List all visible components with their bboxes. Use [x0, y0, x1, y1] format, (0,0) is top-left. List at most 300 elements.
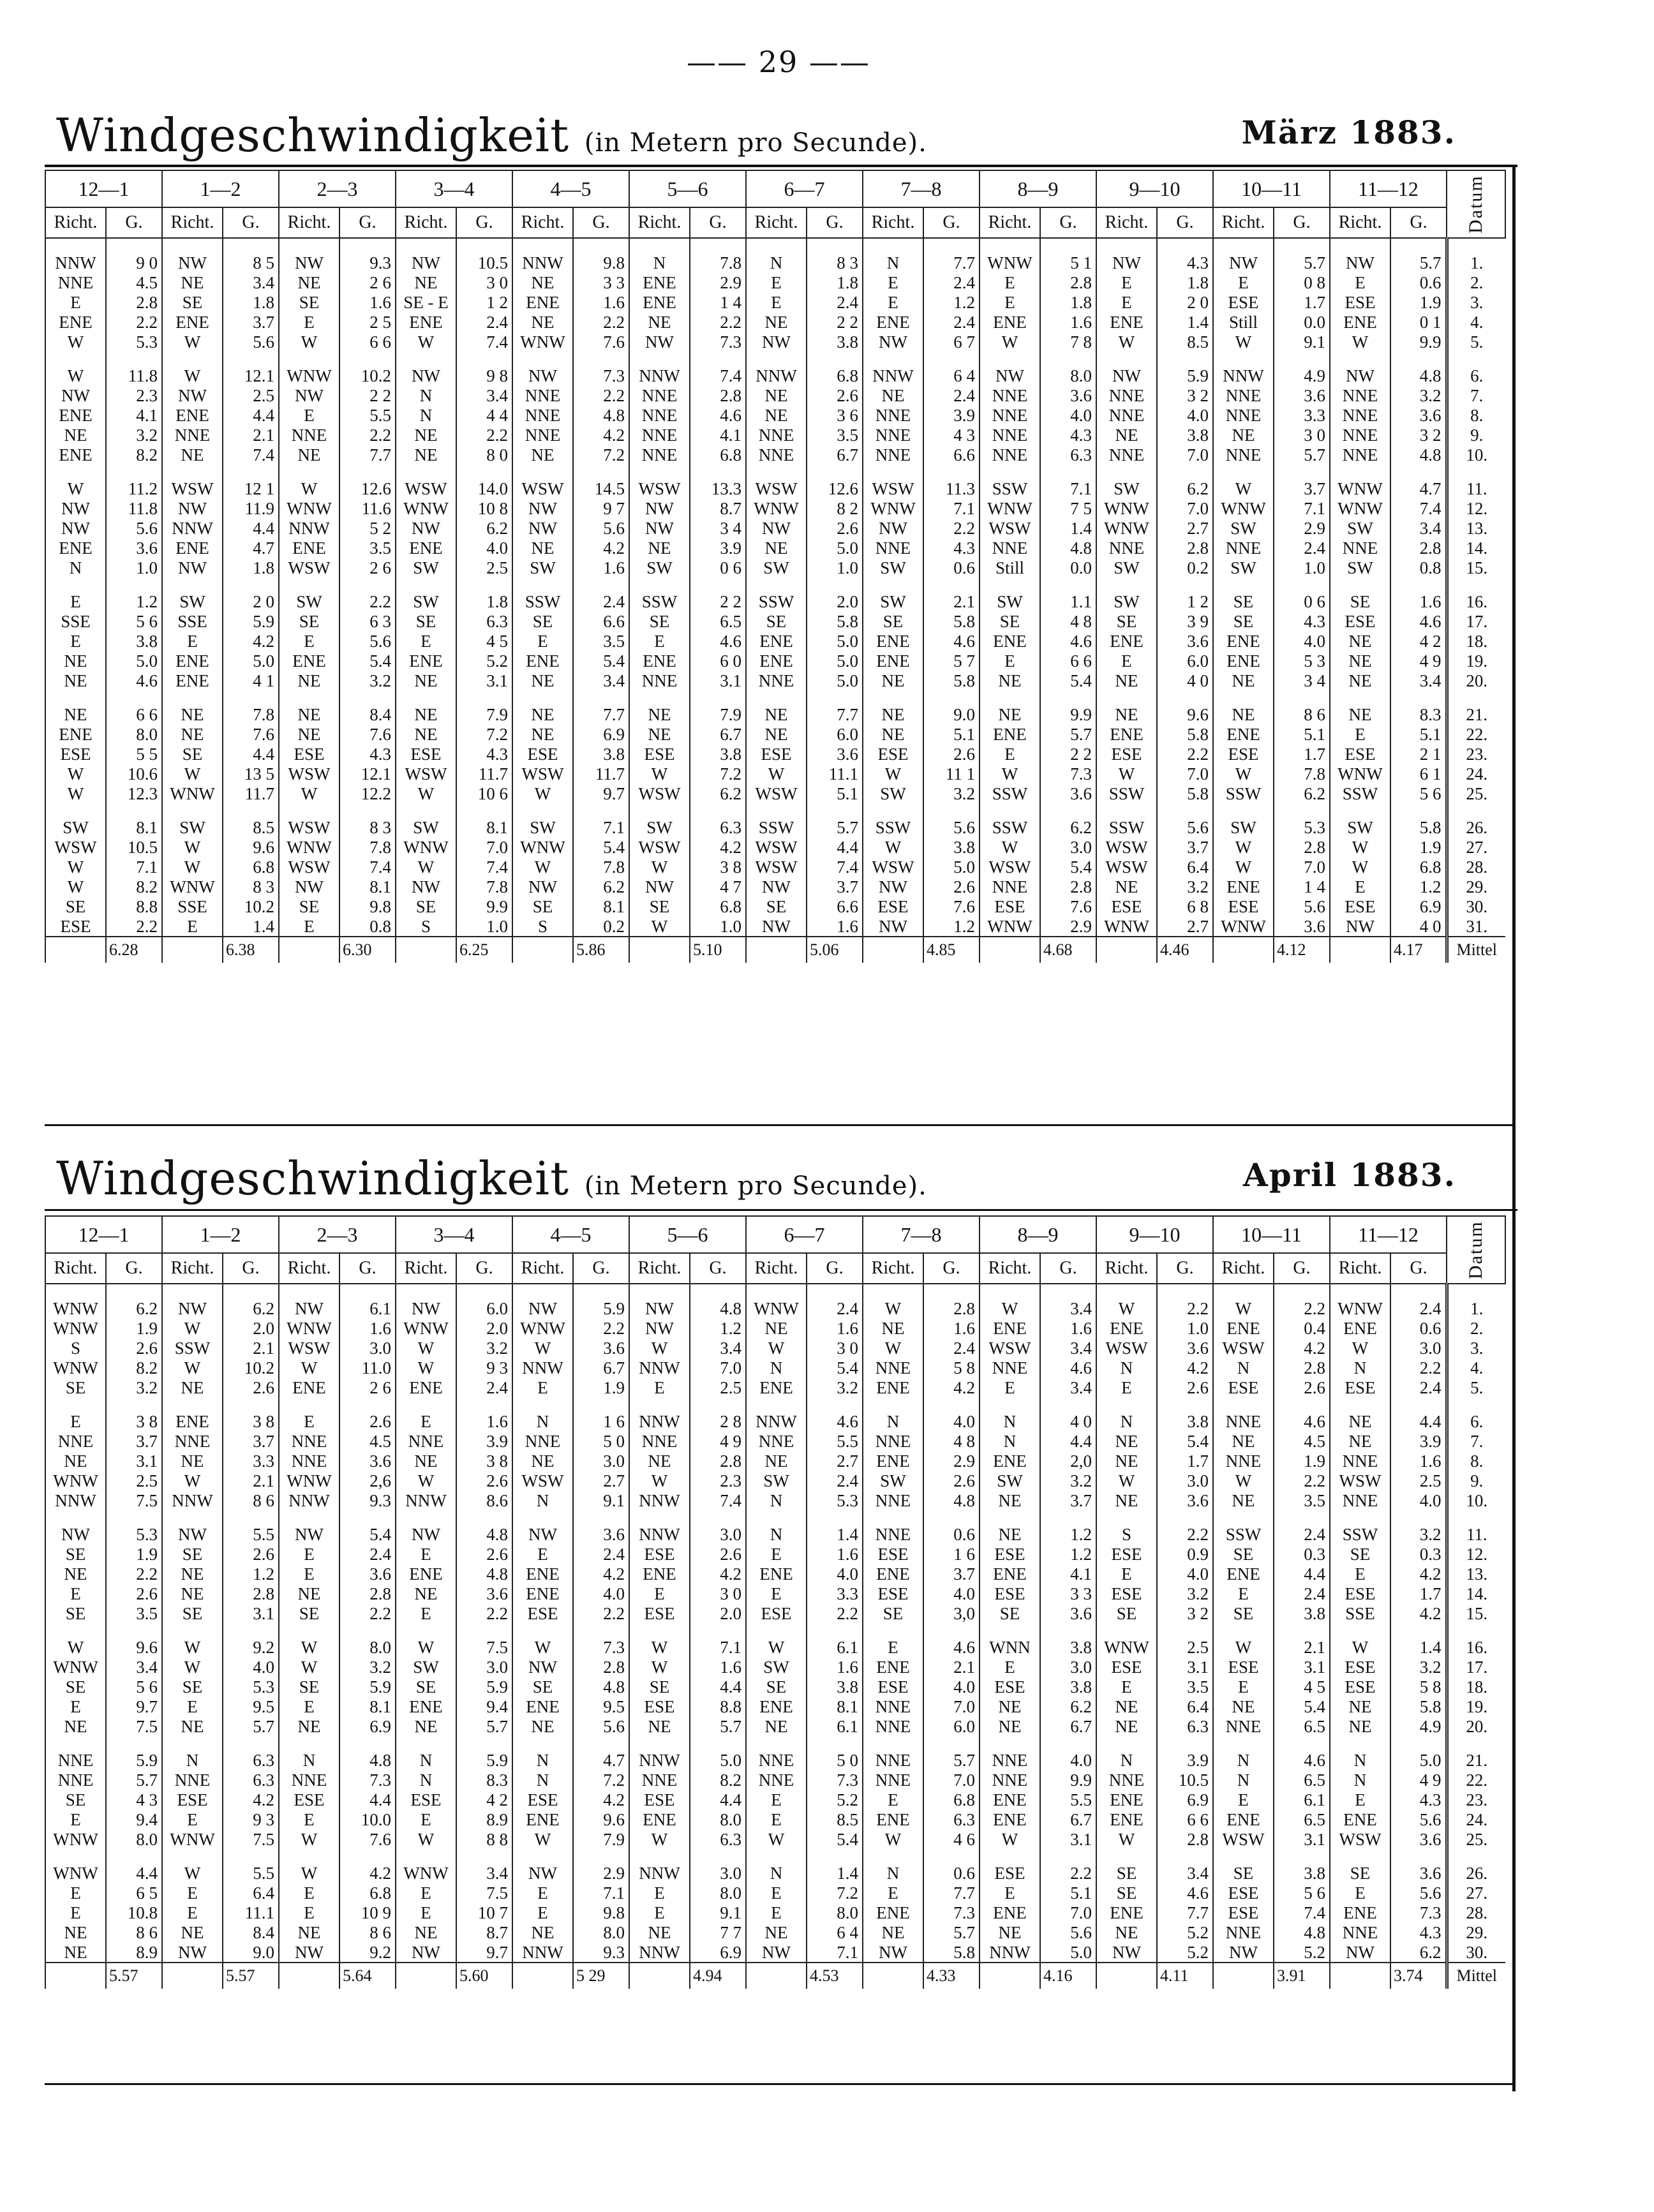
direction-cell: SE	[1096, 1883, 1157, 1903]
speed-cell: 2.2	[1274, 1471, 1330, 1490]
direction-cell: ENE	[980, 312, 1040, 332]
mean-blank-cell	[746, 937, 807, 963]
direction-cell: NW	[746, 916, 807, 937]
spacer-cell	[923, 577, 980, 591]
direction-cell: W	[629, 1829, 690, 1849]
speed-cell: 4.7	[573, 1750, 629, 1770]
direction-cell: WSW	[1096, 837, 1157, 857]
speed-cell: 3.1	[106, 1451, 162, 1471]
spacer-cell	[746, 1623, 807, 1637]
direction-cell: NE	[162, 1564, 223, 1584]
direction-cell: N	[746, 1863, 807, 1883]
speed-cell: 3 4	[1274, 671, 1330, 690]
direction-cell: SW	[279, 591, 339, 611]
speed-cell: 8 8	[456, 1829, 512, 1849]
direction-cell: E	[863, 292, 923, 312]
direction-cell: NE	[45, 425, 106, 445]
speed-cell: 1.8	[1040, 292, 1096, 312]
mean-value-cell: 5.57	[223, 1963, 279, 1989]
direction-cell: WNW	[1096, 518, 1157, 538]
speed-cell: 5.2	[807, 1790, 863, 1809]
speed-cell: 6.7	[807, 445, 863, 464]
speed-cell: 1.8	[223, 292, 279, 312]
direction-cell: NE	[1096, 1451, 1157, 1471]
direction-cell: WNW	[1330, 1298, 1390, 1318]
spacer-cell	[863, 238, 923, 253]
direction-cell: WNW	[512, 332, 573, 352]
speed-cell: 2.9	[1040, 916, 1096, 937]
spacer-cell	[106, 238, 162, 253]
speed-cell: 6.3	[690, 817, 746, 837]
speed-cell: 5 6	[1274, 1883, 1330, 1903]
spacer-cell	[1096, 803, 1157, 817]
direction-cell: SW	[1330, 558, 1390, 577]
speed-cell: 6.8	[807, 366, 863, 385]
direction-cell: W	[1213, 837, 1274, 857]
direction-cell: NNW	[279, 518, 339, 538]
direction-cell: W	[980, 1829, 1040, 1849]
speed-cell: 7.3	[339, 1770, 396, 1790]
speed-cell: 11.9	[223, 498, 279, 518]
direction-cell: NW	[980, 366, 1040, 385]
direction-cell: W	[1096, 1298, 1157, 1318]
speed-cell: 0.0	[1040, 558, 1096, 577]
spacer-cell	[339, 1397, 396, 1411]
speed-cell: 3.6	[1157, 631, 1213, 651]
speed-cell: 8.1	[339, 877, 396, 896]
speed-cell: 6.7	[1040, 1809, 1096, 1829]
direction-cell: NE	[629, 538, 690, 558]
speed-cell: 5.4	[339, 651, 396, 671]
direction-cell: ENE	[1096, 724, 1157, 744]
speed-cell: 10.0	[339, 1809, 396, 1829]
speed-cell: 3 4	[690, 518, 746, 538]
direction-cell: SSW	[1213, 1524, 1274, 1544]
table-row	[45, 1544, 1505, 1564]
direction-cell: NNE	[980, 1750, 1040, 1770]
spacer-cell	[690, 238, 746, 253]
direction-cell: ENE	[1096, 312, 1157, 332]
speed-cell: 4.5	[106, 272, 162, 292]
speed-cell: 7.8	[456, 877, 512, 896]
speed-cell: 1.9	[1390, 837, 1447, 857]
speed-cell: 3.2	[1157, 1584, 1213, 1603]
direction-cell: W	[45, 479, 106, 498]
direction-cell: N	[1096, 1411, 1157, 1431]
table-row	[45, 1883, 1505, 1903]
direction-cell: E	[279, 1883, 339, 1903]
spacer-cell	[396, 1284, 456, 1298]
direction-cell: E	[45, 1883, 106, 1903]
direction-cell: SE	[863, 611, 923, 631]
speed-cell: 2.5	[223, 385, 279, 405]
datum-header: Datum	[1447, 1216, 1505, 1284]
mean-blank-cell	[512, 1963, 573, 1989]
spacer-cell	[279, 1736, 339, 1750]
speed-cell: 1.7	[1274, 744, 1330, 764]
speed-cell: 5.7	[223, 1716, 279, 1736]
spacer-cell	[690, 577, 746, 591]
speed-cell: 5.5	[1040, 1790, 1096, 1809]
speed-cell: 10 8	[456, 498, 512, 518]
direction-cell: NE	[1330, 1411, 1390, 1431]
direction-cell: E	[980, 292, 1040, 312]
speed-cell: 5.6	[573, 1716, 629, 1736]
g-header: G.	[1157, 207, 1213, 238]
direction-cell: NW	[629, 1318, 690, 1338]
speed-cell: 1.8	[223, 558, 279, 577]
direction-cell: WNW	[45, 1298, 106, 1318]
date-cell: 4.	[1447, 312, 1505, 332]
date-cell: 26.	[1447, 817, 1505, 837]
speed-cell: 6 8	[1157, 896, 1213, 916]
direction-cell: NE	[396, 671, 456, 690]
speed-cell: 6.0	[923, 1716, 980, 1736]
spacer-row	[45, 577, 1505, 591]
speed-cell: 3.7	[1274, 479, 1330, 498]
date-cell: 7.	[1447, 385, 1505, 405]
spacer-cell	[279, 1284, 339, 1298]
direction-cell: WNW	[980, 916, 1040, 937]
speed-cell: 4.2	[573, 425, 629, 445]
speed-cell: 2.6	[106, 1338, 162, 1358]
section-divider-rule	[45, 1124, 1516, 1126]
direction-cell: SW	[980, 591, 1040, 611]
speed-cell: 3.6	[339, 1564, 396, 1584]
speed-cell: 3.0	[690, 1524, 746, 1544]
spacer-cell	[1040, 1510, 1096, 1524]
spacer-cell	[690, 1510, 746, 1524]
speed-cell: 9.8	[573, 1903, 629, 1922]
speed-cell: 13.3	[690, 479, 746, 498]
direction-cell: W	[162, 1657, 223, 1677]
speed-cell: 4.8	[1390, 445, 1447, 464]
spacer-cell	[923, 1623, 980, 1637]
richt-header: Richt.	[629, 1253, 690, 1284]
speed-cell: 4.9	[1274, 366, 1330, 385]
speed-cell: 6.9	[573, 724, 629, 744]
speed-cell: 6.9	[690, 1942, 746, 1963]
spacer-cell	[1447, 1623, 1505, 1637]
spacer-cell	[1096, 464, 1157, 479]
direction-cell: E	[512, 631, 573, 651]
direction-cell: NE	[279, 704, 339, 724]
spacer-cell	[923, 1510, 980, 1524]
direction-cell: NNE	[746, 445, 807, 464]
direction-cell: NW	[512, 877, 573, 896]
direction-cell: SW	[162, 817, 223, 837]
speed-cell: 1.0	[1157, 1318, 1213, 1338]
speed-cell: 1.6	[1390, 1451, 1447, 1471]
direction-cell: ENE	[746, 1564, 807, 1584]
speed-cell: 6.7	[690, 724, 746, 744]
spacer-cell	[1330, 1736, 1390, 1750]
direction-cell: NW	[1330, 253, 1390, 272]
direction-cell: NE	[45, 1451, 106, 1471]
spacer-cell	[923, 464, 980, 479]
direction-cell: NW	[1330, 366, 1390, 385]
speed-cell: 3.8	[1274, 1863, 1330, 1883]
direction-cell: NE	[1213, 1431, 1274, 1451]
spacer-cell	[339, 1510, 396, 1524]
speed-cell: 5.2	[456, 651, 512, 671]
direction-cell: SSW	[1330, 783, 1390, 803]
direction-cell: ENE	[1213, 724, 1274, 744]
speed-cell: 7.3	[923, 1903, 980, 1922]
date-cell: 21.	[1447, 1750, 1505, 1770]
speed-cell: 2.7	[807, 1451, 863, 1471]
direction-cell: N	[980, 1411, 1040, 1431]
speed-cell: 6.1	[807, 1637, 863, 1657]
speed-cell: 5.1	[1390, 724, 1447, 744]
direction-cell: NE	[980, 671, 1040, 690]
speed-cell: 1.9	[106, 1544, 162, 1564]
direction-cell: WNW	[746, 1298, 807, 1318]
direction-cell: W	[512, 857, 573, 877]
speed-cell: 4.3	[1157, 253, 1213, 272]
hour-header: 12—1	[45, 170, 162, 207]
spacer-cell	[1213, 690, 1274, 704]
speed-cell: 3.4	[223, 272, 279, 292]
direction-cell: E	[980, 651, 1040, 671]
direction-cell: ENE	[512, 1809, 573, 1829]
speed-cell: 3.8	[1157, 425, 1213, 445]
spacer-cell	[1040, 352, 1096, 366]
speed-cell: 3.6	[1157, 1490, 1213, 1510]
speed-cell: 2,6	[339, 1471, 396, 1490]
direction-cell: ENE	[512, 651, 573, 671]
speed-cell: 2.6	[1274, 1377, 1330, 1397]
spacer-cell	[1157, 803, 1213, 817]
spacer-cell	[746, 1736, 807, 1750]
direction-cell: NNE	[629, 385, 690, 405]
table-row	[45, 253, 1505, 272]
direction-cell: WSW	[746, 783, 807, 803]
speed-cell: 8.4	[223, 1922, 279, 1942]
speed-cell: 10 7	[456, 1903, 512, 1922]
speed-cell: 6 6	[339, 332, 396, 352]
speed-cell: 2.8	[1157, 1829, 1213, 1849]
table-row	[45, 1338, 1505, 1358]
spacer-cell	[106, 1510, 162, 1524]
direction-cell: Still	[980, 558, 1040, 577]
frame-right-rule	[1512, 165, 1516, 2091]
table-row	[45, 405, 1505, 425]
speed-cell: 0.2	[573, 916, 629, 937]
speed-cell: 10.2	[223, 1358, 279, 1377]
speed-cell: 1.6	[690, 1657, 746, 1677]
spacer-cell	[1330, 1849, 1390, 1863]
speed-cell: 3.4	[1040, 1338, 1096, 1358]
direction-cell: N	[512, 1750, 573, 1770]
spacer-cell	[1096, 690, 1157, 704]
date-cell: 24.	[1447, 1809, 1505, 1829]
hour-header-row	[45, 1216, 1505, 1253]
speed-cell: 8.6	[456, 1490, 512, 1510]
spacer-cell	[807, 238, 863, 253]
speed-cell: 2.7	[573, 1471, 629, 1490]
direction-cell: E	[1213, 1677, 1274, 1696]
speed-cell: 2.4	[923, 272, 980, 292]
speed-cell: 2 1	[1390, 744, 1447, 764]
speed-cell: 9.5	[573, 1696, 629, 1716]
date-cell: 19.	[1447, 651, 1505, 671]
speed-cell: 3.4	[1040, 1298, 1096, 1318]
speed-cell: 2.2	[1157, 744, 1213, 764]
speed-cell: 4.0	[456, 538, 512, 558]
speed-cell: 3 0	[1274, 425, 1330, 445]
speed-cell: 6.9	[1157, 1790, 1213, 1809]
speed-cell: 5 7	[923, 651, 980, 671]
spacer-cell	[863, 803, 923, 817]
direction-cell: WSW	[162, 479, 223, 498]
speed-cell: 3.4	[1040, 1377, 1096, 1397]
speed-cell: 8.1	[807, 1696, 863, 1716]
speed-cell: 7.0	[1157, 498, 1213, 518]
speed-cell: 2.8	[106, 292, 162, 312]
direction-cell: ESE	[980, 1863, 1040, 1883]
direction-cell: W	[162, 1471, 223, 1490]
spacer-cell	[279, 690, 339, 704]
spacer-cell	[807, 1510, 863, 1524]
direction-cell: NE	[980, 1524, 1040, 1544]
spacer-cell	[923, 238, 980, 253]
speed-cell: 8.2	[106, 445, 162, 464]
direction-cell: W	[45, 857, 106, 877]
spacer-cell	[980, 803, 1040, 817]
speed-cell: 8.0	[807, 1903, 863, 1922]
direction-cell: NE	[1213, 704, 1274, 724]
direction-cell: ESE	[746, 744, 807, 764]
speed-cell: 3.2	[339, 1657, 396, 1677]
spacer-cell	[162, 690, 223, 704]
speed-cell: 8.0	[1040, 366, 1096, 385]
speed-cell: 2.2	[1157, 1524, 1213, 1544]
spacer-cell	[807, 1736, 863, 1750]
direction-cell: W	[162, 1863, 223, 1883]
direction-cell: NNE	[746, 1431, 807, 1451]
speed-cell: 2.0	[223, 1318, 279, 1338]
direction-cell: NE	[980, 1490, 1040, 1510]
speed-cell: 4.1	[1040, 1564, 1096, 1584]
spacer-cell	[162, 238, 223, 253]
direction-cell: E	[980, 1377, 1040, 1397]
spacer-cell	[573, 1623, 629, 1637]
speed-cell: 1.9	[1390, 292, 1447, 312]
direction-cell: SE	[396, 1677, 456, 1696]
spacer-cell	[807, 577, 863, 591]
date-cell: 29.	[1447, 1922, 1505, 1942]
speed-cell: 3.8	[573, 744, 629, 764]
richt-header: Richt.	[863, 207, 923, 238]
speed-cell: 1.9	[573, 1377, 629, 1397]
richt-header: Richt.	[746, 207, 807, 238]
direction-cell: ESE	[396, 744, 456, 764]
speed-cell: 3.7	[106, 1431, 162, 1451]
direction-cell: ENE	[279, 538, 339, 558]
spacer-cell	[456, 1397, 512, 1411]
direction-cell: ENE	[1213, 1318, 1274, 1338]
speed-cell: 8.0	[106, 1829, 162, 1849]
speed-cell: 11.7	[223, 783, 279, 803]
direction-cell: W	[1213, 1471, 1274, 1490]
speed-cell: 4.7	[223, 538, 279, 558]
speed-cell: 5.7	[690, 1716, 746, 1736]
direction-cell: NW	[396, 253, 456, 272]
speed-cell: 8.5	[807, 1809, 863, 1829]
direction-cell: W	[396, 1358, 456, 1377]
mean-blank-cell	[1330, 1963, 1390, 1989]
direction-cell: WNW	[746, 498, 807, 518]
speed-cell: 4.3	[339, 744, 396, 764]
speed-cell: 5.3	[223, 1677, 279, 1696]
spacer-cell	[863, 1623, 923, 1637]
hour-header: 9—10	[1096, 1216, 1213, 1253]
direction-cell: NNE	[1330, 538, 1390, 558]
date-cell: 22.	[1447, 1770, 1505, 1790]
speed-cell: 4.4	[223, 744, 279, 764]
spacer-cell	[573, 1397, 629, 1411]
spacer-cell	[1274, 352, 1330, 366]
direction-cell: NNE	[980, 405, 1040, 425]
speed-cell: 4 5	[1274, 1677, 1330, 1696]
direction-cell: NW	[396, 877, 456, 896]
speed-cell: 3.1	[1274, 1657, 1330, 1677]
direction-cell: WSW	[746, 857, 807, 877]
speed-cell: 2.8	[690, 1451, 746, 1471]
table-row	[45, 1750, 1505, 1770]
spacer-cell	[1390, 1736, 1447, 1750]
g-header: G.	[1157, 1253, 1213, 1284]
direction-cell: W	[279, 1829, 339, 1849]
date-cell: 6.	[1447, 366, 1505, 385]
spacer-cell	[162, 803, 223, 817]
hour-header-row	[45, 170, 1505, 207]
date-cell: 21.	[1447, 704, 1505, 724]
spacer-cell	[690, 1736, 746, 1750]
table-row	[45, 1603, 1505, 1623]
section-month: März 1883.	[1241, 114, 1456, 151]
spacer-cell	[456, 464, 512, 479]
speed-cell: 3.9	[1157, 1750, 1213, 1770]
speed-cell: 9.0	[223, 1942, 279, 1963]
table-row	[45, 1358, 1505, 1377]
direction-cell: WNW	[45, 1657, 106, 1677]
speed-cell: 3.2	[1040, 1471, 1096, 1490]
spacer-cell	[1213, 238, 1274, 253]
speed-cell: 6.5	[1274, 1716, 1330, 1736]
speed-cell: 5.0	[923, 857, 980, 877]
table-row	[45, 1431, 1505, 1451]
mean-value-cell: 4.12	[1274, 937, 1330, 963]
speed-cell: 0.6	[923, 1863, 980, 1883]
direction-cell: ENE	[1213, 631, 1274, 651]
speed-cell: 9.1	[573, 1490, 629, 1510]
direction-cell: E	[629, 1903, 690, 1922]
direction-cell: NW	[512, 1524, 573, 1544]
speed-cell: 7.6	[339, 724, 396, 744]
direction-cell: N	[279, 1750, 339, 1770]
spacer-cell	[223, 238, 279, 253]
direction-cell: W	[863, 837, 923, 857]
direction-cell: W	[279, 1863, 339, 1883]
spacer-cell	[106, 1736, 162, 1750]
direction-cell: NW	[629, 518, 690, 538]
table-row	[45, 1790, 1505, 1809]
speed-cell: 7 8	[1040, 332, 1096, 352]
direction-cell: NE	[45, 704, 106, 724]
direction-cell: N	[746, 1490, 807, 1510]
